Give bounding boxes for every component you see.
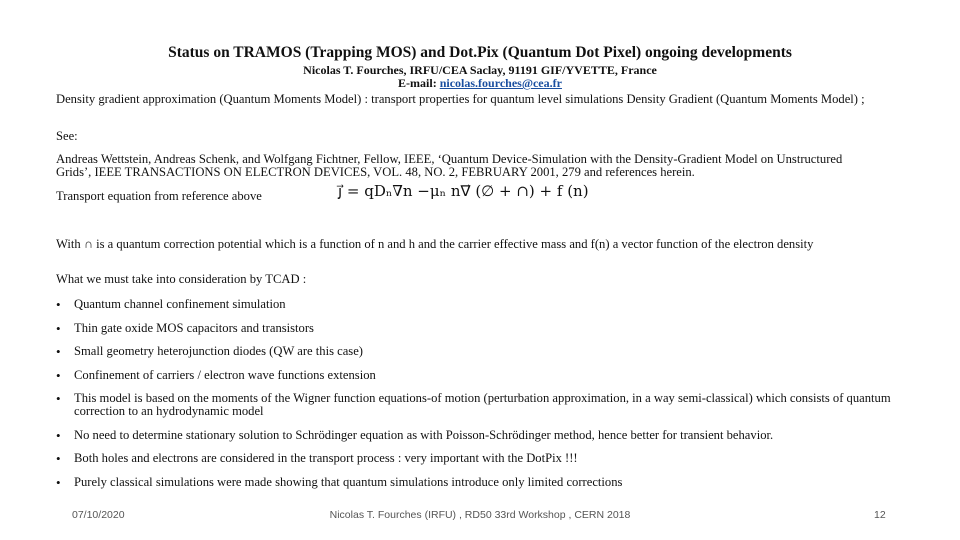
bullet-dot: • bbox=[56, 368, 61, 383]
bullet-dot: • bbox=[56, 475, 61, 490]
bullet-dot: • bbox=[56, 428, 61, 443]
author-line: Nicolas T. Fourches, IRFU/CEA Saclay, 91191 GIF/YVETTE, France bbox=[303, 63, 657, 77]
email-line bbox=[0, 76, 960, 91]
page-number: 12 bbox=[874, 509, 886, 521]
see-label: See: bbox=[56, 129, 78, 143]
footer-date: 07/10/2020 bbox=[72, 509, 125, 521]
bullet-item: Both holes and electrons are considered in the transport process : very important with the DotPix !!! bbox=[74, 451, 578, 465]
bullet-item: Purely classical simulations were made showing that quantum simulations introduce only limited corrections bbox=[74, 475, 623, 489]
bullet-dot: • bbox=[56, 321, 61, 336]
bullet-dot: • bbox=[56, 297, 61, 312]
footer-center: Nicolas T. Fourches (IRFU) , RD50 33rd Workshop , CERN 2018 bbox=[329, 509, 631, 521]
bullet-item: Small geometry heterojunction diodes (QW are this case) bbox=[74, 344, 363, 358]
bullet-dot: • bbox=[56, 391, 61, 406]
consider-label: What we must take into consideration by TCAD : bbox=[56, 272, 307, 286]
bullet-dot: • bbox=[56, 344, 61, 359]
reference-paragraph: Andreas Wettstein, Andreas Schenk, and Wolfgang Fichtner, Fellow, IEEE, ‘Quantum Device-Simulation with the Density-Gradient Model on Unstructured Grids’, IEEE TRANSACTIONS ON ELECTRON DEVICES, VOL. 48, NO. 2, FEBRUARY 2001, 279 and references herein. bbox=[56, 152, 843, 179]
slide-title: Status on TRAMOS (Trapping MOS) and Dot.Pix (Quantum Dot Pixel) ongoing developments bbox=[168, 44, 792, 61]
bullet-dot: • bbox=[56, 451, 61, 466]
transport-equation: j⃗ = qDₙ∇n −μₙ n∇⃗ (∅ + ∩) + f (n) bbox=[338, 182, 589, 200]
with-paragraph: With ∩ is a quantum correction potential which is a function of n and h and the carrier effective mass and f(n) a vector function of the electron density bbox=[56, 237, 814, 251]
bullet-item: Thin gate oxide MOS capacitors and transistors bbox=[74, 321, 314, 335]
bullet-item: Quantum channel confinement simulation bbox=[74, 297, 286, 311]
email-link[interactable]: nicolas.fourches@cea.fr bbox=[439, 76, 562, 90]
intro-paragraph: Density gradient approximation (Quantum Moments Model) : transport properties for quantum level simulations Density Gradient (Quantum Moments Model) ; bbox=[56, 92, 865, 106]
email-label: E-mail: bbox=[398, 76, 437, 90]
bullet-item: No need to determine stationary solution to Schrödinger equation as with Poisson-Schrödinger method, hence better for transient behavior. bbox=[74, 428, 774, 442]
bullet-item: This model is based on the moments of the Wigner function equations-of motion (perturbation approximation, in a way semi-classical) which consists of quantum correction to an hydrodynamic model bbox=[74, 391, 891, 418]
transport-label: Transport equation from reference above bbox=[56, 189, 262, 203]
bullet-item: Confinement of carriers / electron wave functions extension bbox=[74, 368, 376, 382]
